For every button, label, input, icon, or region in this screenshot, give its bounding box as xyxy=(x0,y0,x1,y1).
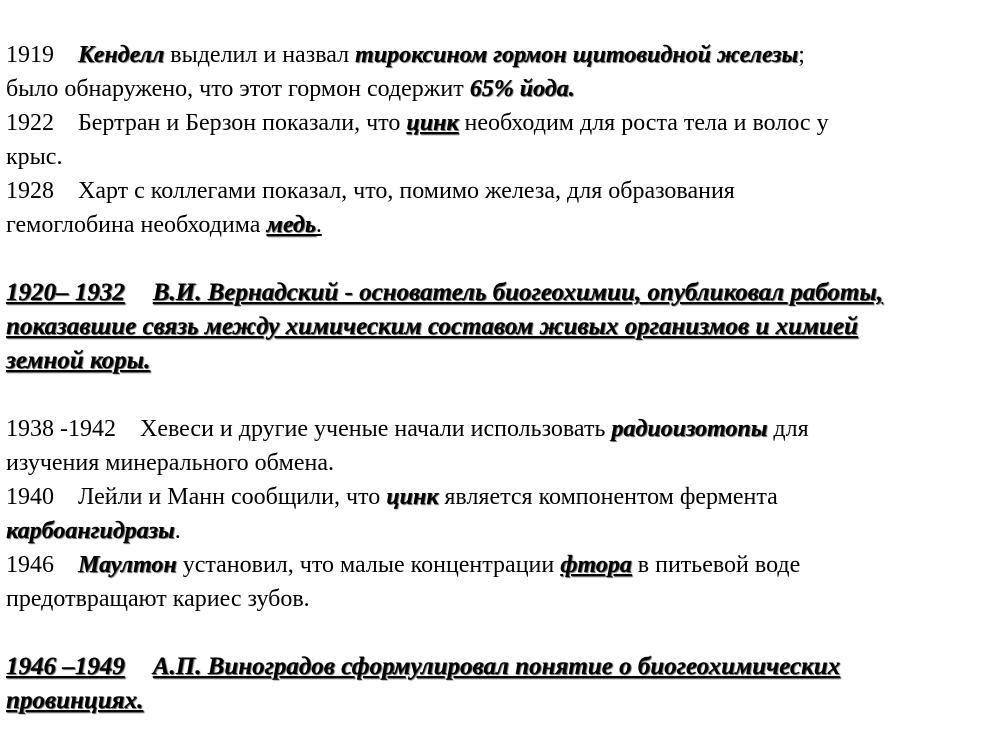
term-fluorine: фтора xyxy=(560,552,632,578)
entry-1919-line2: было обнаружено, что этот гормон содержит 65% йода. xyxy=(6,76,575,102)
heading-vernadsky-line3: земной коры. xyxy=(6,347,151,374)
year-1938-1942: 1938 -1942 xyxy=(6,416,116,442)
term-zinc-2: цинк xyxy=(386,484,439,510)
heading-vinogradov-line1: 1946 –1949 А.П. Виноградов сформулировал понятие о биогеохимических xyxy=(6,653,841,680)
entry-1922-line1: 1922 Бертран и Берзон показали, что цинк необходим для роста тела и волос у xyxy=(6,106,992,140)
term-thyroxine: тироксином гормон щитовидной железы xyxy=(355,42,799,68)
term-iodine: 65% йода. xyxy=(469,76,575,102)
term-zinc: цинк xyxy=(406,110,459,136)
year-1946: 1946 xyxy=(6,552,54,578)
entry-1946-line1: 1946 Маултон установил, что малые концентрации фтора в питьевой воде xyxy=(6,548,992,582)
entry-1928-line2: гемоглобина необходима медь. xyxy=(6,212,322,238)
name-kendall: Кенделл xyxy=(78,42,165,68)
name-moulton: Маултон xyxy=(78,552,177,578)
heading-vernadsky-line2: показавшие связь между химическим составом живых организмов и химией xyxy=(6,313,858,340)
heading-vernadsky-line1: 1920– 1932 В.И. Вернадский - основатель биогеохимии, опубликовал работы, xyxy=(6,279,883,306)
entry-1940-line2: карбоангидразы. xyxy=(6,518,181,544)
year-1922: 1922 xyxy=(6,110,54,136)
term-copper: медь xyxy=(266,212,316,238)
term-radioisotopes: радиоизотопы xyxy=(611,416,768,442)
entry-1946-line2: предотвращают кариес зубов. xyxy=(6,586,310,612)
term-carbonic-anhydrase: карбоангидразы xyxy=(6,518,175,544)
entry-1919-text: выделил и назвал xyxy=(164,42,356,68)
year-1928: 1928 xyxy=(6,178,54,204)
entry-1940-line1: 1940 Лейли и Манн сообщили, что цинк является компонентом фермента xyxy=(6,480,992,514)
year-1946-1949: 1946 –1949 xyxy=(6,653,125,680)
entry-1928-line1: 1928 Харт с коллегами показал, что, помимо железа, для образования xyxy=(6,174,992,208)
year-1919: 1919 xyxy=(6,42,54,68)
heading-vinogradov-line2: провинциях. xyxy=(6,687,144,714)
entry-1922-line2: крыс. xyxy=(6,144,63,170)
year-1920-1932: 1920– 1932 xyxy=(6,279,125,306)
entry-1938-line1: 1938 -1942 Хевеси и другие ученые начали использовать радиоизотопы для xyxy=(6,412,992,446)
entry-1938-line2: изучения минерального обмена. xyxy=(6,450,334,476)
year-1940: 1940 xyxy=(6,484,54,510)
entry-1919-line1: 1919 Кенделл выделил и назвал тироксином гормон щитовидной железы; xyxy=(6,38,992,72)
